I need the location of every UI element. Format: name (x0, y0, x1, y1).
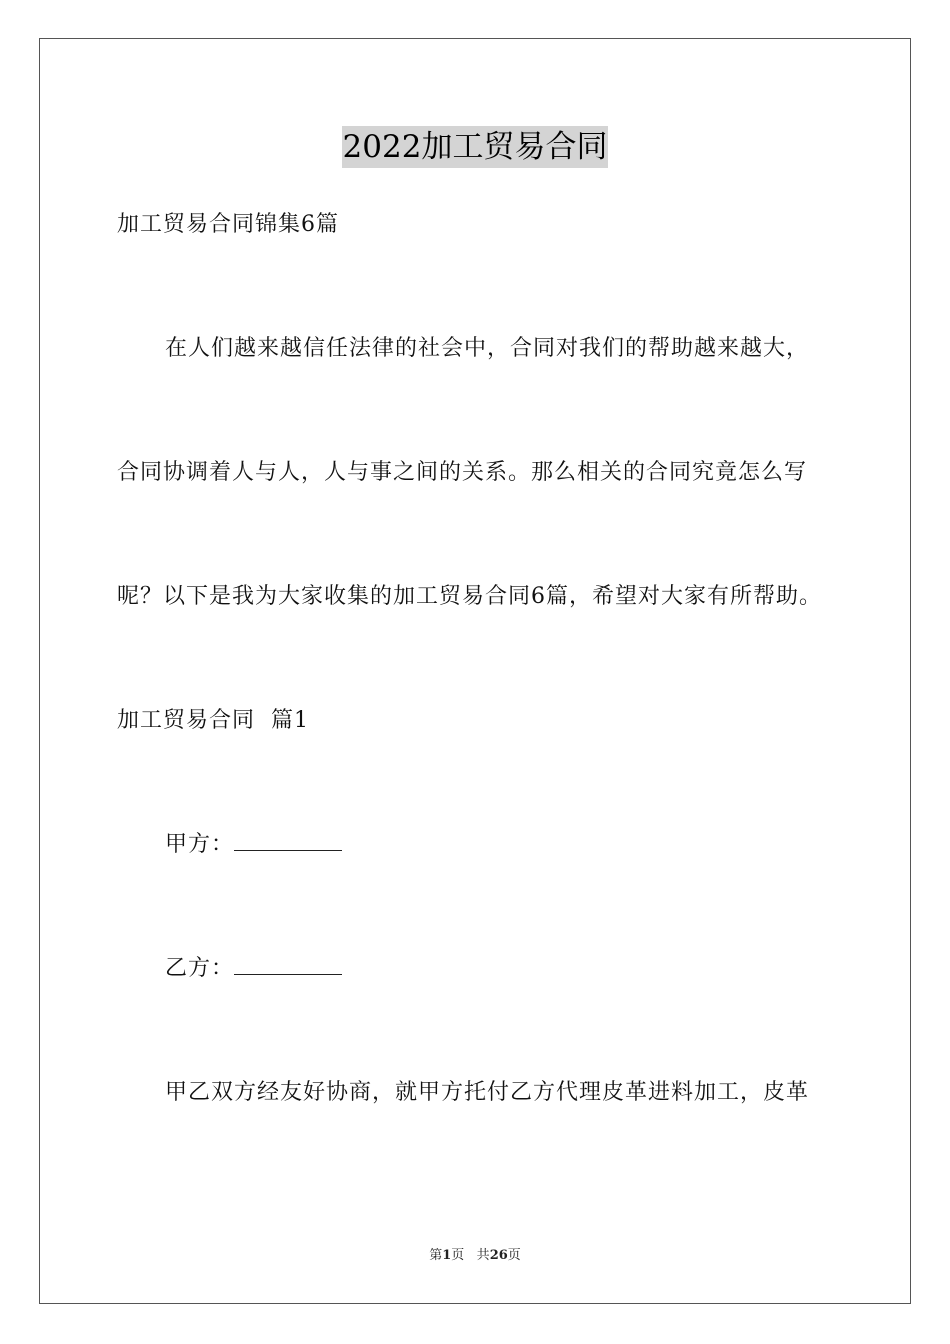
footer-total-prefix: 共 (476, 1248, 490, 1263)
party-a-blank-line (234, 830, 342, 851)
document-subtitle: 加工贸易合同锦集6篇 (117, 212, 339, 237)
party-a-label: 甲方： (165, 832, 235, 857)
party-a-row (165, 830, 342, 860)
footer-page-current: 1 (442, 1248, 452, 1263)
paragraph-line-2: 合同协调着人与人，人与事之间的关系。那么相关的合同究竟怎么写 (117, 460, 808, 485)
party-b-label: 乙方： (165, 956, 235, 981)
title-container (0, 126, 950, 168)
footer-page-total: 26 (489, 1248, 508, 1263)
paragraph-line-1: 在人们越来越信任法律的社会中，合同对我们的帮助越来越大， (165, 336, 810, 361)
footer-prefix: 第 (429, 1248, 443, 1263)
paragraph-line-3: 呢？以下是我为大家收集的加工贸易合同6篇，希望对大家有所帮助。 (117, 584, 822, 609)
body-line: 甲乙双方经友好协商，就甲方托付乙方代理皮革进料加工，皮革 (165, 1080, 810, 1105)
party-b-blank-line (234, 954, 342, 975)
page-footer (0, 1247, 950, 1265)
section-heading: 加工贸易合同 篇1 (117, 708, 309, 733)
document-title: 2022加工贸易合同 (342, 126, 609, 168)
footer-page-unit: 页 (451, 1248, 465, 1263)
footer-total-unit: 页 (507, 1248, 521, 1263)
party-b-row (165, 954, 342, 984)
